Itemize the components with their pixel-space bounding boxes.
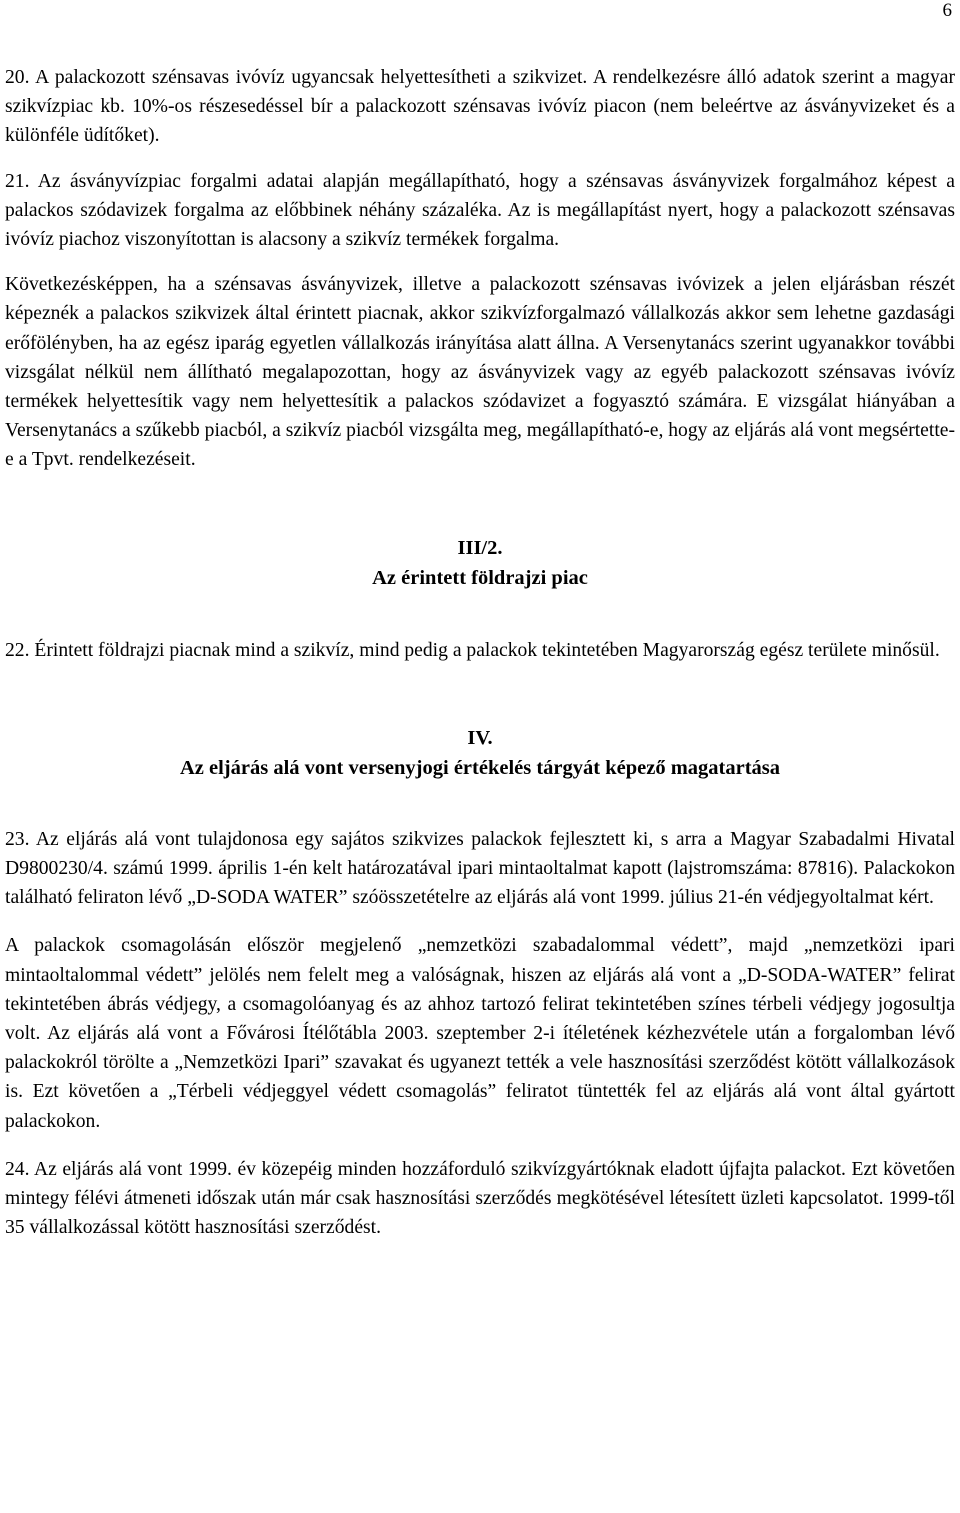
section-title-conduct: Az eljárás alá vont versenyjogi értékelés tárgyát képező magatartása: [179, 756, 781, 779]
section-title-geographic-market: Az érintett földrajzi piac: [372, 566, 588, 589]
paragraph-22: 22. Érintett földrajzi piacnak mind a szikvíz, mind pedig a palackok tekintetében Magyarország egész területe minősül.: [5, 639, 940, 661]
paragraph-21: 21. Az ásványvízpiac forgalmi adatai alapján megállapítható, hogy a szénsavas ásványvizek forgalmához képest a palackos szódavizek forgalma az előbbinek néhány százaléka. Az is megállapítást nyert, hogy a palackozott szénsavas ivóvíz piachoz viszonyítottan is alacsony a szikvíz termékek forgalma.: [5, 170, 955, 251]
section-number-iii-2: III/2.: [457, 536, 503, 559]
page-number: 6: [942, 0, 952, 21]
paragraph-21-continued: Következésképpen, ha a szénsavas ásványvizek, illetve a palackozott szénsavas ivóvizek a jelen eljárásban részét képeznék a palackos szikvizek által érintett piacnak, akkor szikvízforgalmazó vállalkozás akkor sem lehetne gazdasági erőfölényben, ha az egész iparág egyetlen vállalkozás irányítása alatt állna. A Versenytanács szerint ugyanakkor további vizsgálat nélkül nem állítható megalapozottan, hogy az ásványvizek vagy az egyéb palackozott szénsavas ivóvíz termékek helyettesítik vagy nem helyettesítik a palackos szódavizet a fogyasztó számára. E vizsgálat hiányában a Versenytanács a szűkebb piacból, a szikvíz piacból vizsgálta meg, megállapítható-e, hogy az eljárás alá vont megsértette-e a Tpvt. rendelkezéseit.: [5, 274, 955, 471]
section-number-iv: IV.: [467, 726, 493, 749]
paragraph-24: 24. Az eljárás alá vont 1999. év közepéig minden hozzáforduló szikvízgyártóknak eladott újfajta palackot. Ezt követően mintegy félévi átmeneti időszak után már csak hasznosítási szerződés megkötésével létesített üzleti kapcsolatot. 1999-től 35 vállalkozással kötött hasznosítási szerződést.: [5, 1158, 955, 1239]
paragraph-23: 23. Az eljárás alá vont tulajdonosa egy sajátos szikvizes palackok fejlesztett ki, s arra a Magyar Szabadalmi Hivatal D9800230/4. számú 1999. április 1-én kelt határozatával ipari mintaoltalmat kapott (lajstromszáma: 87816). Palackokon található feliraton lévő „D-SODA WATER” szóösszetételre az eljárás alá vont 1999. július 21-én védjegyoltalmat kért.: [5, 828, 955, 909]
paragraph-20: 20. A palackozott szénsavas ivóvíz ugyancsak helyettesítheti a szikvizet. A rendelkezésre álló adatok szerint a magyar szikvízpiac kb. 10%-os részesedéssel bír a palackozott szénsavas ivóvíz piacon (nem beleértve az ásványvizeket és a különféle üdítőket).: [5, 67, 955, 147]
paragraph-23-continued: A palackok csomagolásán először megjelenő „nemzetközi szabadalommal védett”, majd „nemzetközi ipari mintaoltalommal védett” jelölés nem felelt meg a valóságnak, hiszen az eljárás alá vont a „D-SODA-WATER” felirat tekintetében ábrás védjegy, a csomagolóanyag és az ahhoz tartozó felirat tekintetében színes térbeli védjegy jogosultja volt. Az eljárás alá vont a Fővárosi Ítélőtábla 2003. szeptember 2-i ítéletének kézhezvétele után a forgalomban lévő palackokról törölte a „Nemzetközi Ipari” szavakat és ugyanezt tették a vele hasznosítási szerződést kötött vállalkozások is. Ezt követően a „Térbeli védjeggyel védett csomagolás” feliratot tüntették fel az eljárás alá vont által gyártott palackokon.: [5, 935, 955, 1132]
document-body: [5, 63, 955, 1242]
